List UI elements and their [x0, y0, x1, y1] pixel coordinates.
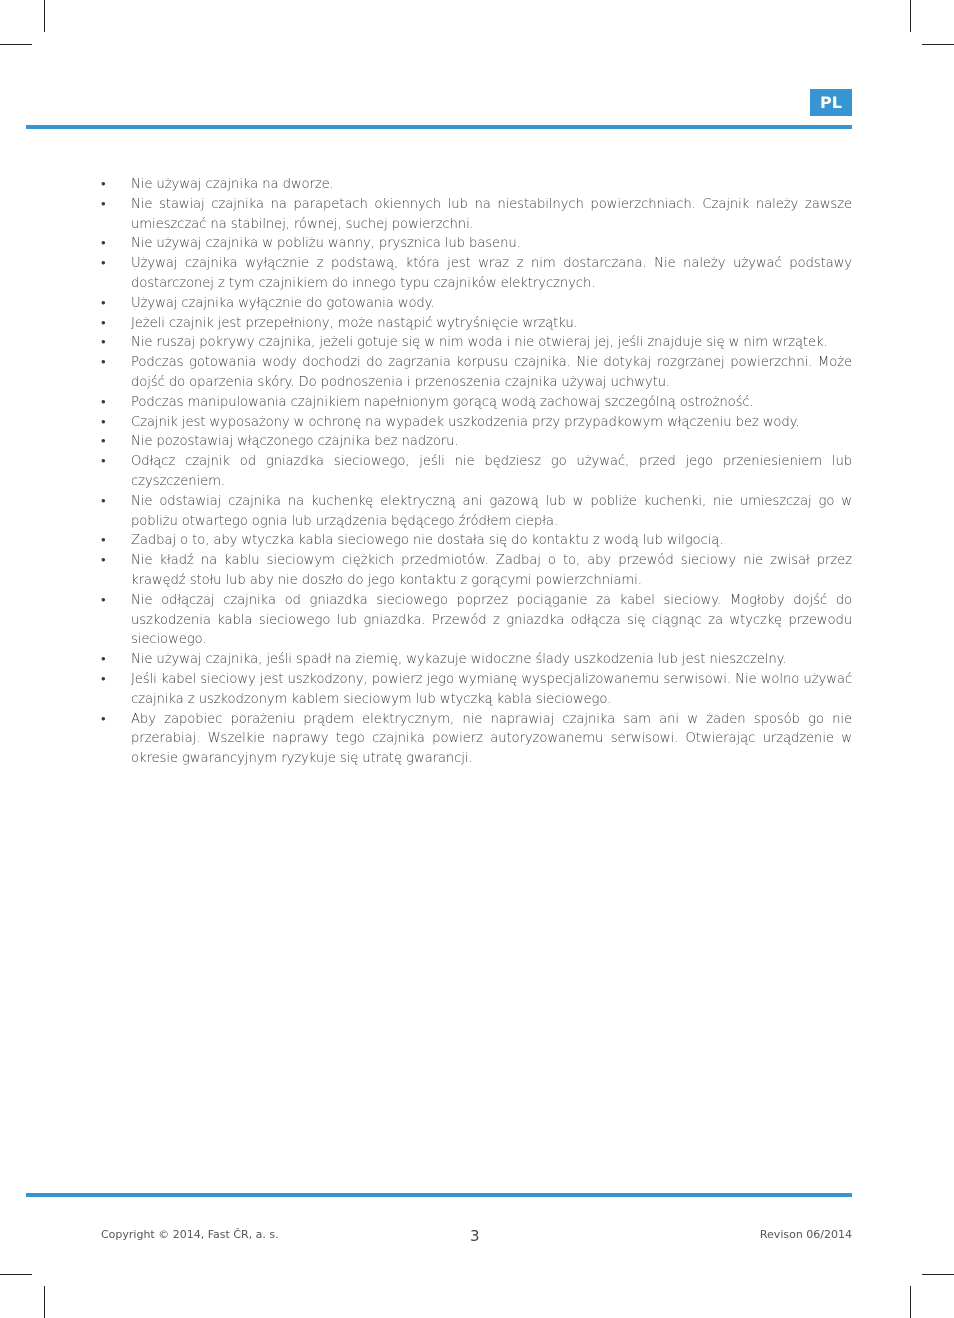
footer-rule [26, 1193, 852, 1197]
instruction-text: Podczas gotowania wody dochodzi do zagrzania korpusu czajnika. Nie dotykaj rozgrzanej powierzchni. Może dojść do oparzenia skóry. Do podnoszenia i przenoszenia czajnika używaj uchwytu. [131, 355, 852, 390]
bullet-icon: • [101, 434, 106, 450]
crop-mark [44, 1286, 45, 1318]
bullet-icon: • [101, 236, 106, 252]
instruction-text: Nie odstawiaj czajnika na kuchenkę elektryczną ani gazową lub w pobliże kuchenki, nie umieszczaj go w pobliżu otwartego ognia lub urządzenia będącego źródłem ciepła. [131, 493, 852, 529]
list-item [101, 195, 852, 235]
bullet-icon: • [101, 355, 106, 371]
list-item [101, 650, 852, 670]
instruction-text: Nie pozostawiaj włączonego czajnika bez nadzoru. [131, 434, 459, 450]
list-item [101, 175, 852, 195]
bullet-icon: • [101, 652, 106, 668]
bullet-icon: • [101, 592, 106, 608]
bullet-icon: • [101, 454, 106, 470]
list-item [101, 531, 852, 551]
crop-mark [922, 1274, 954, 1275]
header-rule [26, 125, 852, 129]
bullet-icon: • [101, 315, 106, 331]
instruction-text: Aby zapobiec porażeniu prądem elektrycznym, nie naprawiaj czajnika sam ani w żaden sposób go nie przerabiaj. Wszelkie naprawy tego czajnika powierz autoryzowanemu serwisowi. Otwierając urządzenie w okresie gwarancyjnym ryzykuje się utratę gwarancji. [131, 711, 852, 767]
instruction-text: Nie używaj czajnika, jeśli spadł na ziemię, wykazuje widoczne ślady uszkodzenia lub jest nieszczelny. [131, 652, 787, 668]
list-item [101, 492, 852, 532]
list-item [101, 551, 852, 591]
instruction-text: Używaj czajnika wyłącznie do gotowania wody. [131, 295, 435, 311]
instruction-text: Nie ruszaj pokrywy czajnika, jeżeli gotuje się w nim woda i nie otwieraj jej, jeśli znajduje się w nim wrzątek. [131, 335, 828, 351]
page-number: 3 [470, 1227, 480, 1245]
bullet-icon: • [101, 196, 106, 212]
list-item [101, 432, 852, 452]
bullet-icon: • [101, 553, 106, 569]
bullet-icon: • [101, 414, 106, 430]
crop-mark [922, 44, 954, 45]
list-item [101, 591, 852, 650]
list-item [101, 333, 852, 353]
crop-mark [0, 44, 32, 45]
list-item [101, 234, 852, 254]
instruction-text: Nie stawiaj czajnika na parapetach okiennych lub na niestabilnych powierzchniach. Czajnik należy zawsze umieszczać na stabilnej, równej, suchej powierzchni. [131, 196, 852, 232]
instruction-text: Jeśli kabel sieciowy jest uszkodzony, powierz jego wymianę wyspecjalizowanemu serwisowi. Nie wolno używać czajnika z uszkodzonym kablem sieciowym lub wtyczką kabla sieciowego. [131, 671, 852, 707]
copyright-text: Copyright © 2014, Fast ČR, a. s. [101, 1228, 279, 1241]
list-item [101, 710, 852, 769]
bullet-icon: • [101, 533, 106, 549]
crop-mark [910, 0, 911, 32]
bullet-icon: • [101, 711, 106, 727]
list-item [101, 353, 852, 393]
instruction-text: Jeżeli czajnik jest przepełniony, może nastąpić wytryśnięcie wrzątku. [131, 315, 578, 331]
instruction-text: Czajnik jest wyposażony w ochronę na wypadek uszkodzenia przy przypadkowym włączeniu bez wody. [131, 414, 800, 430]
instruction-text: Zadbaj o to, aby wtyczka kabla sieciowego nie dostała się do kontaktu z wodą lub wilgocią. [131, 533, 724, 549]
instruction-text: Nie odłączaj czajnika od gniazdka sieciowego poprzez pociąganie za kabel sieciowy. Mogłoby dojść do uszkodzenia kabla sieciowego lub gniazdka. Przewód z gniazdka odłącza się ciągnąc za wtyczkę przewodu sieciowego. [131, 592, 852, 648]
list-item [101, 294, 852, 314]
list-item [101, 393, 852, 413]
bullet-icon: • [101, 394, 106, 410]
list-item [101, 452, 852, 492]
instruction-text: Nie używaj czajnika w pobliżu wanny, prysznica lub basenu. [131, 236, 521, 252]
crop-mark [0, 1274, 32, 1275]
bullet-icon: • [101, 335, 106, 351]
instruction-text: Nie kładź na kablu sieciowym ciężkich przedmiotów. Zadbaj o to, aby przewód sieciowy nie zwisał przez krawędź stołu lub aby nie doszło do jego kontaktu z gorącymi powierzchniami. [131, 553, 852, 588]
bullet-icon: • [101, 256, 106, 272]
instruction-text: Używaj czajnika wyłącznie z podstawą, która jest wraz z nim dostarczana. Nie należy używać podstawy dostarczonej z tym czajnikiem do innego typu czajników elektrycznych. [131, 256, 852, 291]
instruction-text: Odłącz czajnik od gniazdka sieciowego, jeśli nie będziesz go używać, przed jego przeniesieniem lub czyszczeniem. [131, 454, 852, 489]
list-item [101, 670, 852, 710]
bullet-icon: • [101, 295, 106, 311]
instruction-list [101, 175, 852, 769]
crop-mark [910, 1286, 911, 1318]
bullet-icon: • [101, 671, 106, 687]
bullet-icon: • [101, 177, 106, 192]
language-badge: PL [810, 89, 852, 116]
bullet-icon: • [101, 493, 106, 509]
instruction-text: Nie używaj czajnika na dworze. [131, 177, 334, 192]
instruction-text: Podczas manipulowania czajnikiem napełnionym gorącą wodą zachowaj szczególną ostrożność. [131, 394, 754, 410]
list-item [101, 254, 852, 294]
list-item [101, 413, 852, 433]
list-item [101, 314, 852, 334]
safety-instructions [101, 175, 852, 769]
revision-text: Revison 06/2014 [759, 1228, 852, 1241]
crop-mark [44, 0, 45, 32]
